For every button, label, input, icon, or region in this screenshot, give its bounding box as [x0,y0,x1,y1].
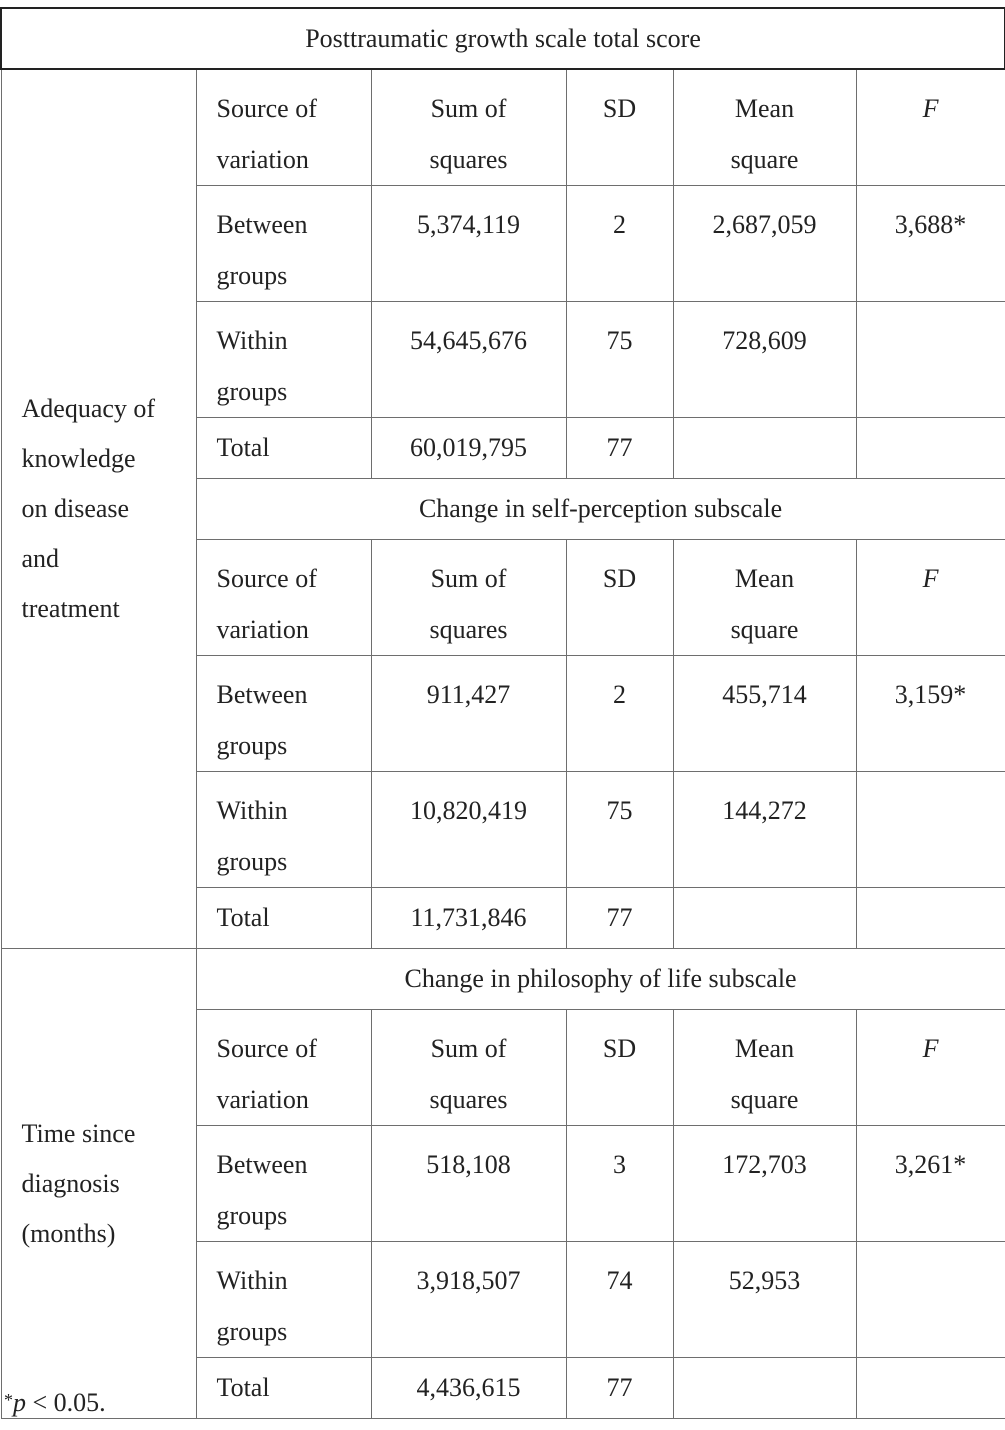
mean-square-value: 52,953 [673,1242,856,1358]
sd-value: 2 [566,186,673,302]
source-label: Between groups [196,656,371,772]
sd-value: 77 [566,1358,673,1419]
sum-of-squares-value: 10,820,419 [371,772,566,888]
source-label: Between groups [196,1126,371,1242]
sum-of-squares-value: 3,918,507 [371,1242,566,1358]
source-label: Total [196,888,371,949]
col-header-mean-square: Mean square [673,69,856,186]
section-title-philosophy-of-life: Change in philosophy of life subscale [196,949,1005,1010]
f-value [856,772,1005,888]
sum-of-squares-value: 54,645,676 [371,302,566,418]
row-header-time-since-diagnosis: Time since diagnosis (months) [1,949,196,1419]
f-value [856,888,1005,949]
mean-square-value: 172,703 [673,1126,856,1242]
section-title-self-perception: Change in self-perception subscale [196,479,1005,540]
mean-square-value: 144,272 [673,772,856,888]
sum-of-squares-value: 60,019,795 [371,418,566,479]
table-footnote [4,1388,106,1418]
sd-value: 77 [566,418,673,479]
mean-square-value: 2,687,059 [673,186,856,302]
col-header-source: Source of variation [196,1010,371,1126]
col-header-f: F [856,69,1005,186]
f-value [856,418,1005,479]
f-value: 3,688* [856,186,1005,302]
col-header-sum-of-squares: Sum of squares [371,540,566,656]
sum-of-squares-value: 5,374,119 [371,186,566,302]
col-header-sd: SD [566,69,673,186]
col-header-source: Source of variation [196,540,371,656]
col-header-sd: SD [566,1010,673,1126]
col-header-sum-of-squares: Sum of squares [371,1010,566,1126]
sum-of-squares-value: 518,108 [371,1126,566,1242]
sum-of-squares-value: 4,436,615 [371,1358,566,1419]
mean-square-value [673,1358,856,1419]
row-header-knowledge: Adequacy of knowledge on disease and treatment [1,69,196,949]
sd-value: 77 [566,888,673,949]
col-header-mean-square: Mean square [673,540,856,656]
sd-value: 74 [566,1242,673,1358]
f-value: 3,261* [856,1126,1005,1242]
section-title-total-score: Posttraumatic growth scale total score [1,8,1005,69]
f-value [856,302,1005,418]
source-label: Between groups [196,186,371,302]
mean-square-value: 455,714 [673,656,856,772]
mean-square-value: 728,609 [673,302,856,418]
sd-value: 75 [566,302,673,418]
source-label: Within groups [196,1242,371,1358]
f-value: 3,159* [856,656,1005,772]
footnote-symbol: * [4,1390,13,1410]
mean-square-value [673,418,856,479]
f-value [856,1242,1005,1358]
col-header-source: Source of variation [196,69,371,186]
sum-of-squares-value: 911,427 [371,656,566,772]
f-value [856,1358,1005,1419]
source-label: Total [196,1358,371,1419]
col-header-f: F [856,540,1005,656]
col-header-sd: SD [566,540,673,656]
sum-of-squares-value: 11,731,846 [371,888,566,949]
anova-table [0,7,1005,1419]
sd-value: 75 [566,772,673,888]
sd-value: 2 [566,656,673,772]
source-label: Within groups [196,772,371,888]
footnote-p: p [13,1388,26,1417]
col-header-sum-of-squares: Sum of squares [371,69,566,186]
col-header-f: F [856,1010,1005,1126]
source-label: Total [196,418,371,479]
mean-square-value [673,888,856,949]
source-label: Within groups [196,302,371,418]
col-header-mean-square: Mean square [673,1010,856,1126]
sd-value: 3 [566,1126,673,1242]
footnote-text: < 0.05. [26,1388,106,1417]
